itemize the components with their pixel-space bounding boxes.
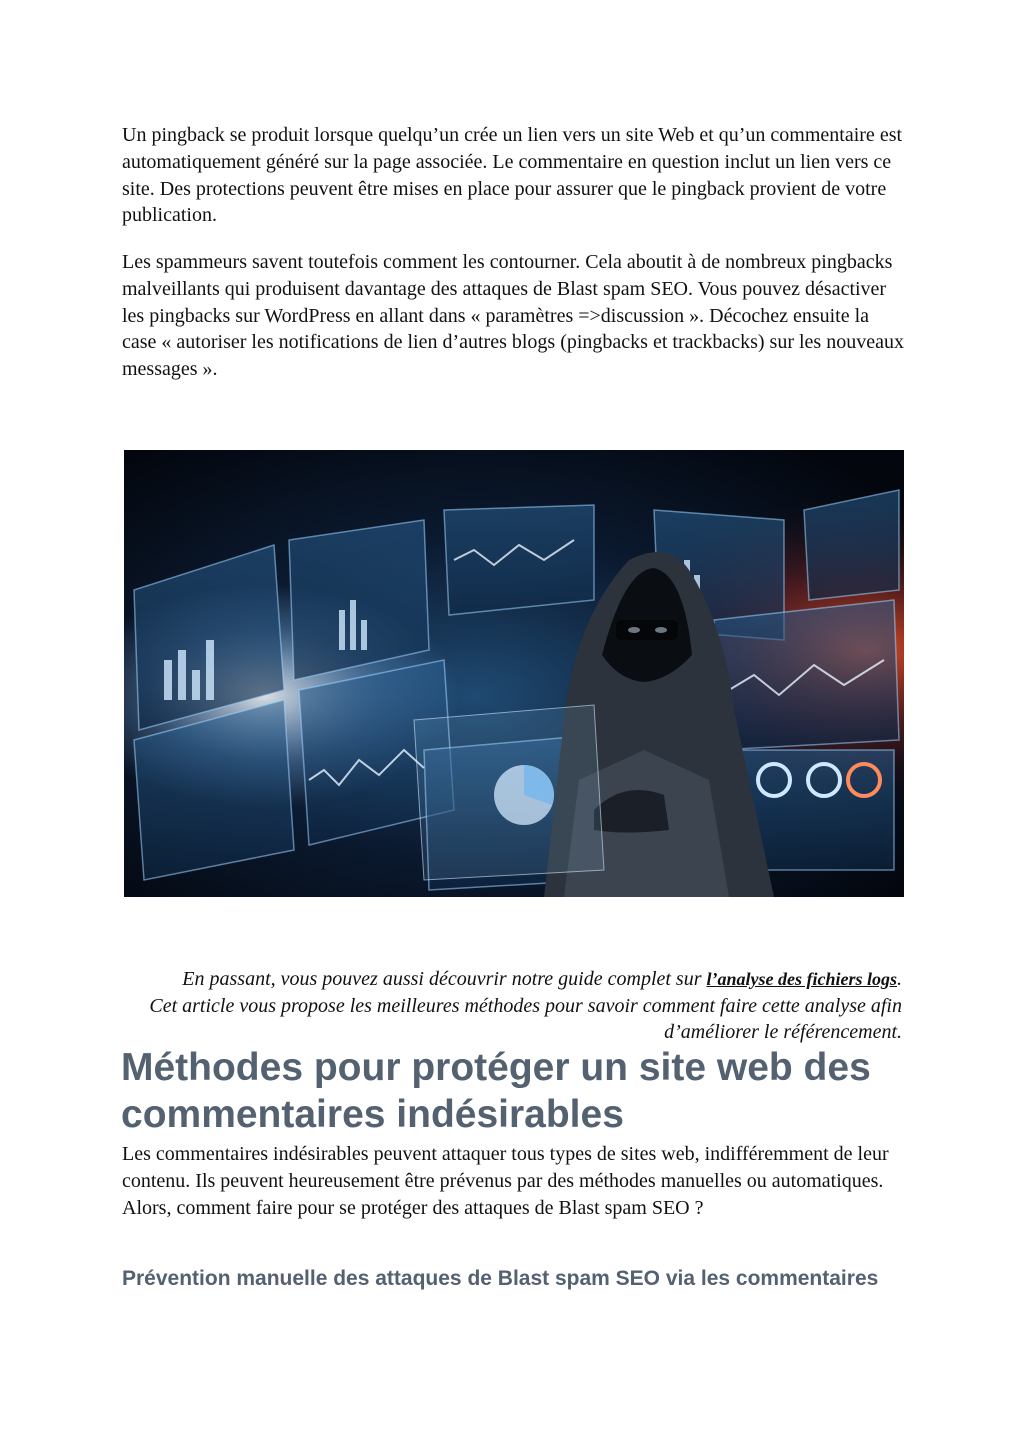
paragraph-spammers: Les spammeurs savent toutefois comment les contourner. Cela aboutit à de nombreux pingbacks malveillants qui produisent davantage des attaques de Blast spam SEO. Vous pouvez désactiver les pingbacks sur WordPress en allant dans « paramètres =>discussion ». Décochez ensuite la case « autoriser les notifications de lien d’autres blogs (pingbacks et trackbacks) sur les nouveaux messages ». [122, 251, 904, 381]
hacker-illustration [124, 450, 904, 897]
paragraph-unwanted-comments: Les commentaires indésirables peuvent attaquer tous types de sites web, indifféremment de leur contenu. Ils peuvent heureusement être prévenus par des méthodes manuelles ou automatiques. Alors, comment faire pour se protéger des attaques de Blast spam SEO ? [122, 1143, 889, 1219]
subsection-heading: Prévention manuelle des attaques de Blast spam SEO via les commentaires [122, 1267, 879, 1290]
image-caption [122, 966, 902, 1046]
log-analysis-link[interactable]: l’analyse des fichiers logs [706, 969, 897, 989]
caption-text-after: . Cet article vous propose les meilleures méthodes pour savoir comment faire cette analyse afin d’améliorer le référencement. [149, 968, 902, 1043]
caption-text-before: En passant, vous pouvez aussi découvrir notre guide complet sur [182, 968, 707, 990]
paragraph-pingback-definition: Un pingback se produit lorsque quelqu’un crée un lien vers un site Web et qu’un commentaire est automatiquement généré sur la page associée. Le commentaire en question inclut un lien vers ce site. Des protections peuvent être mises en place pour assurer que le pingback provient de votre publication. [122, 124, 903, 227]
section-heading: Méthodes pour protéger un site web des commentaires indésirables [121, 1046, 871, 1136]
